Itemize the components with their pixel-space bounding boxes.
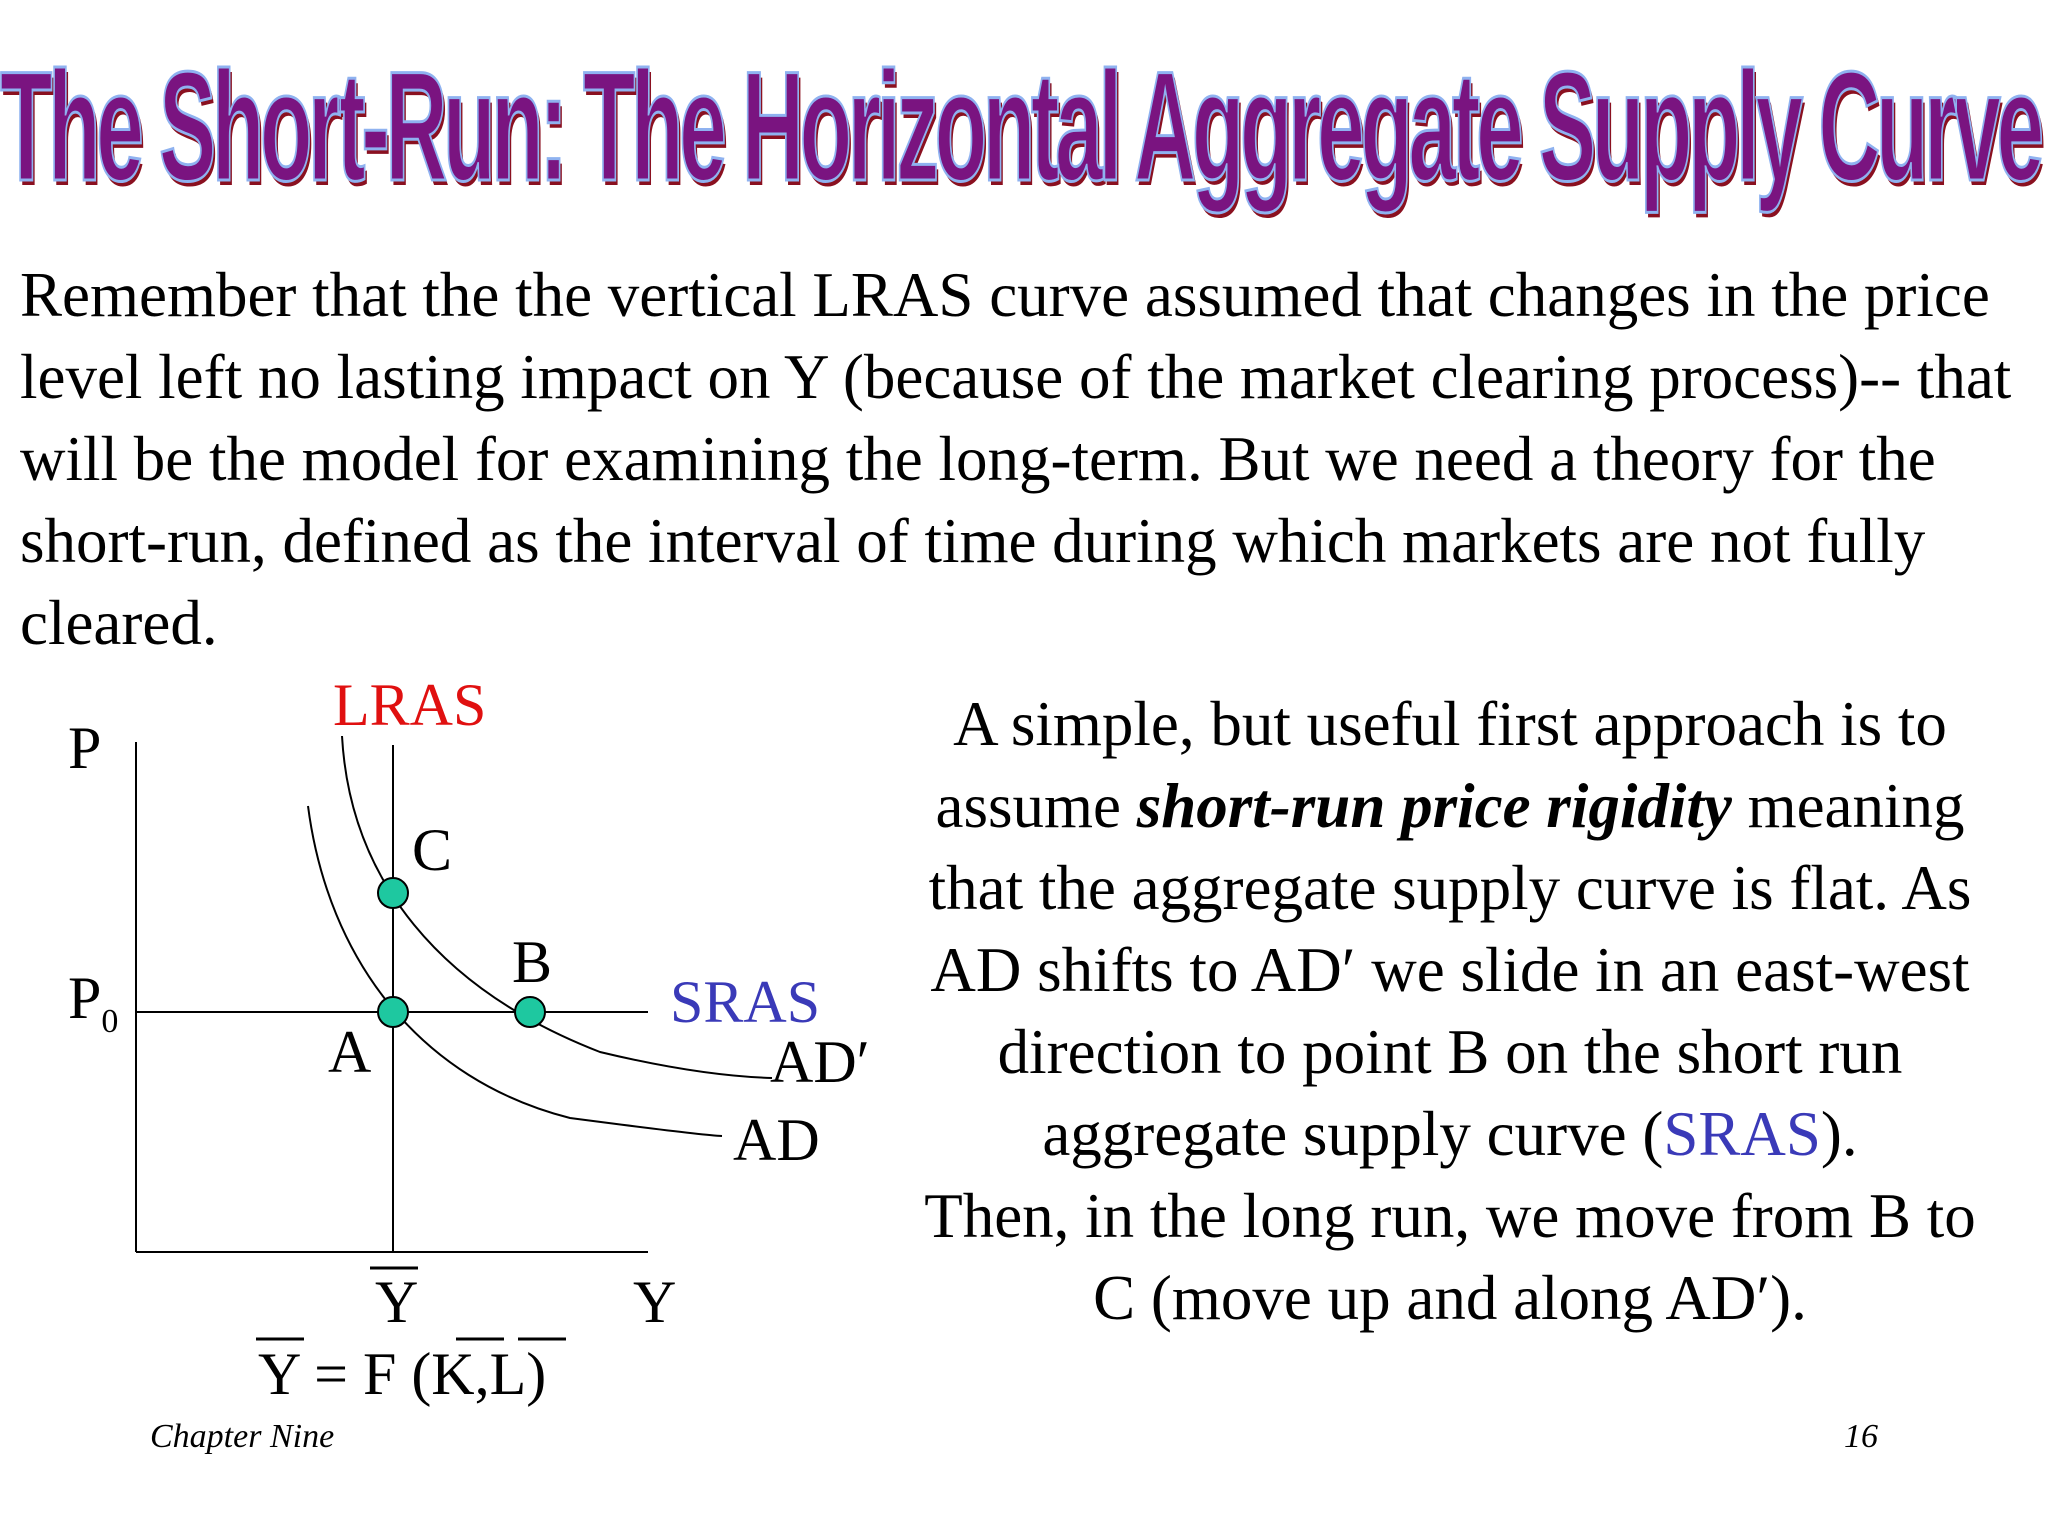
explain-sras: SRAS (1663, 1099, 1821, 1169)
ybar-label: Y (375, 1269, 419, 1335)
price-p0-label: $P_0$ (68, 965, 119, 1040)
explanation-paragraph (900, 683, 2000, 1339)
lras-label: LRAS (333, 672, 487, 738)
ad-label: AD (733, 1107, 820, 1173)
explain-part3: ). (1820, 1099, 1858, 1169)
explain-part2: meaning that the aggregate supply curve is flat. As AD shifts to AD′ we slide in an east-west direction to point B on the short run aggregate supply curve ( (928, 771, 1972, 1169)
production-equation: Y = F (K,L) (258, 1341, 547, 1407)
point-c-label: C (412, 817, 453, 883)
price-rigidity-emphasis: short-run price rigidity (1136, 771, 1732, 841)
explain-part1: A simple, but useful first approach is to assume (935, 689, 1947, 841)
point-b-marker (515, 997, 545, 1027)
price-subscript: 0 (101, 1003, 119, 1040)
point-c-marker (378, 878, 408, 908)
as-ad-diagram (0, 660, 900, 1420)
footer-chapter: Chapter Nine (150, 1418, 335, 1455)
axis-y-label: P (68, 715, 102, 781)
sras-label: SRAS (670, 969, 821, 1035)
point-a-label: A (328, 1019, 372, 1085)
axis-x-label: Y (633, 1269, 677, 1335)
intro-paragraph: Remember that the the vertical LRAS curve assumed that changes in the price level left no lasting impact on Y (because of the market clearing process)-- that will be the model for examining the long-term. But we need a theory for the short-run, defined as the interval of time during which markets are not fully cleared. (20, 260, 2012, 658)
point-a-marker (378, 997, 408, 1027)
ad-prime-label: AD′ (770, 1029, 870, 1095)
point-b-label: B (512, 929, 553, 995)
slide-title: The Short-Run: The Horizontal Aggregate Supply Curve (0, 40, 2040, 214)
explain-part4: Then, in the long run, we move from B to C (move up and along AD′). (924, 1181, 1976, 1333)
footer-page-number: 16 (1844, 1418, 1878, 1455)
